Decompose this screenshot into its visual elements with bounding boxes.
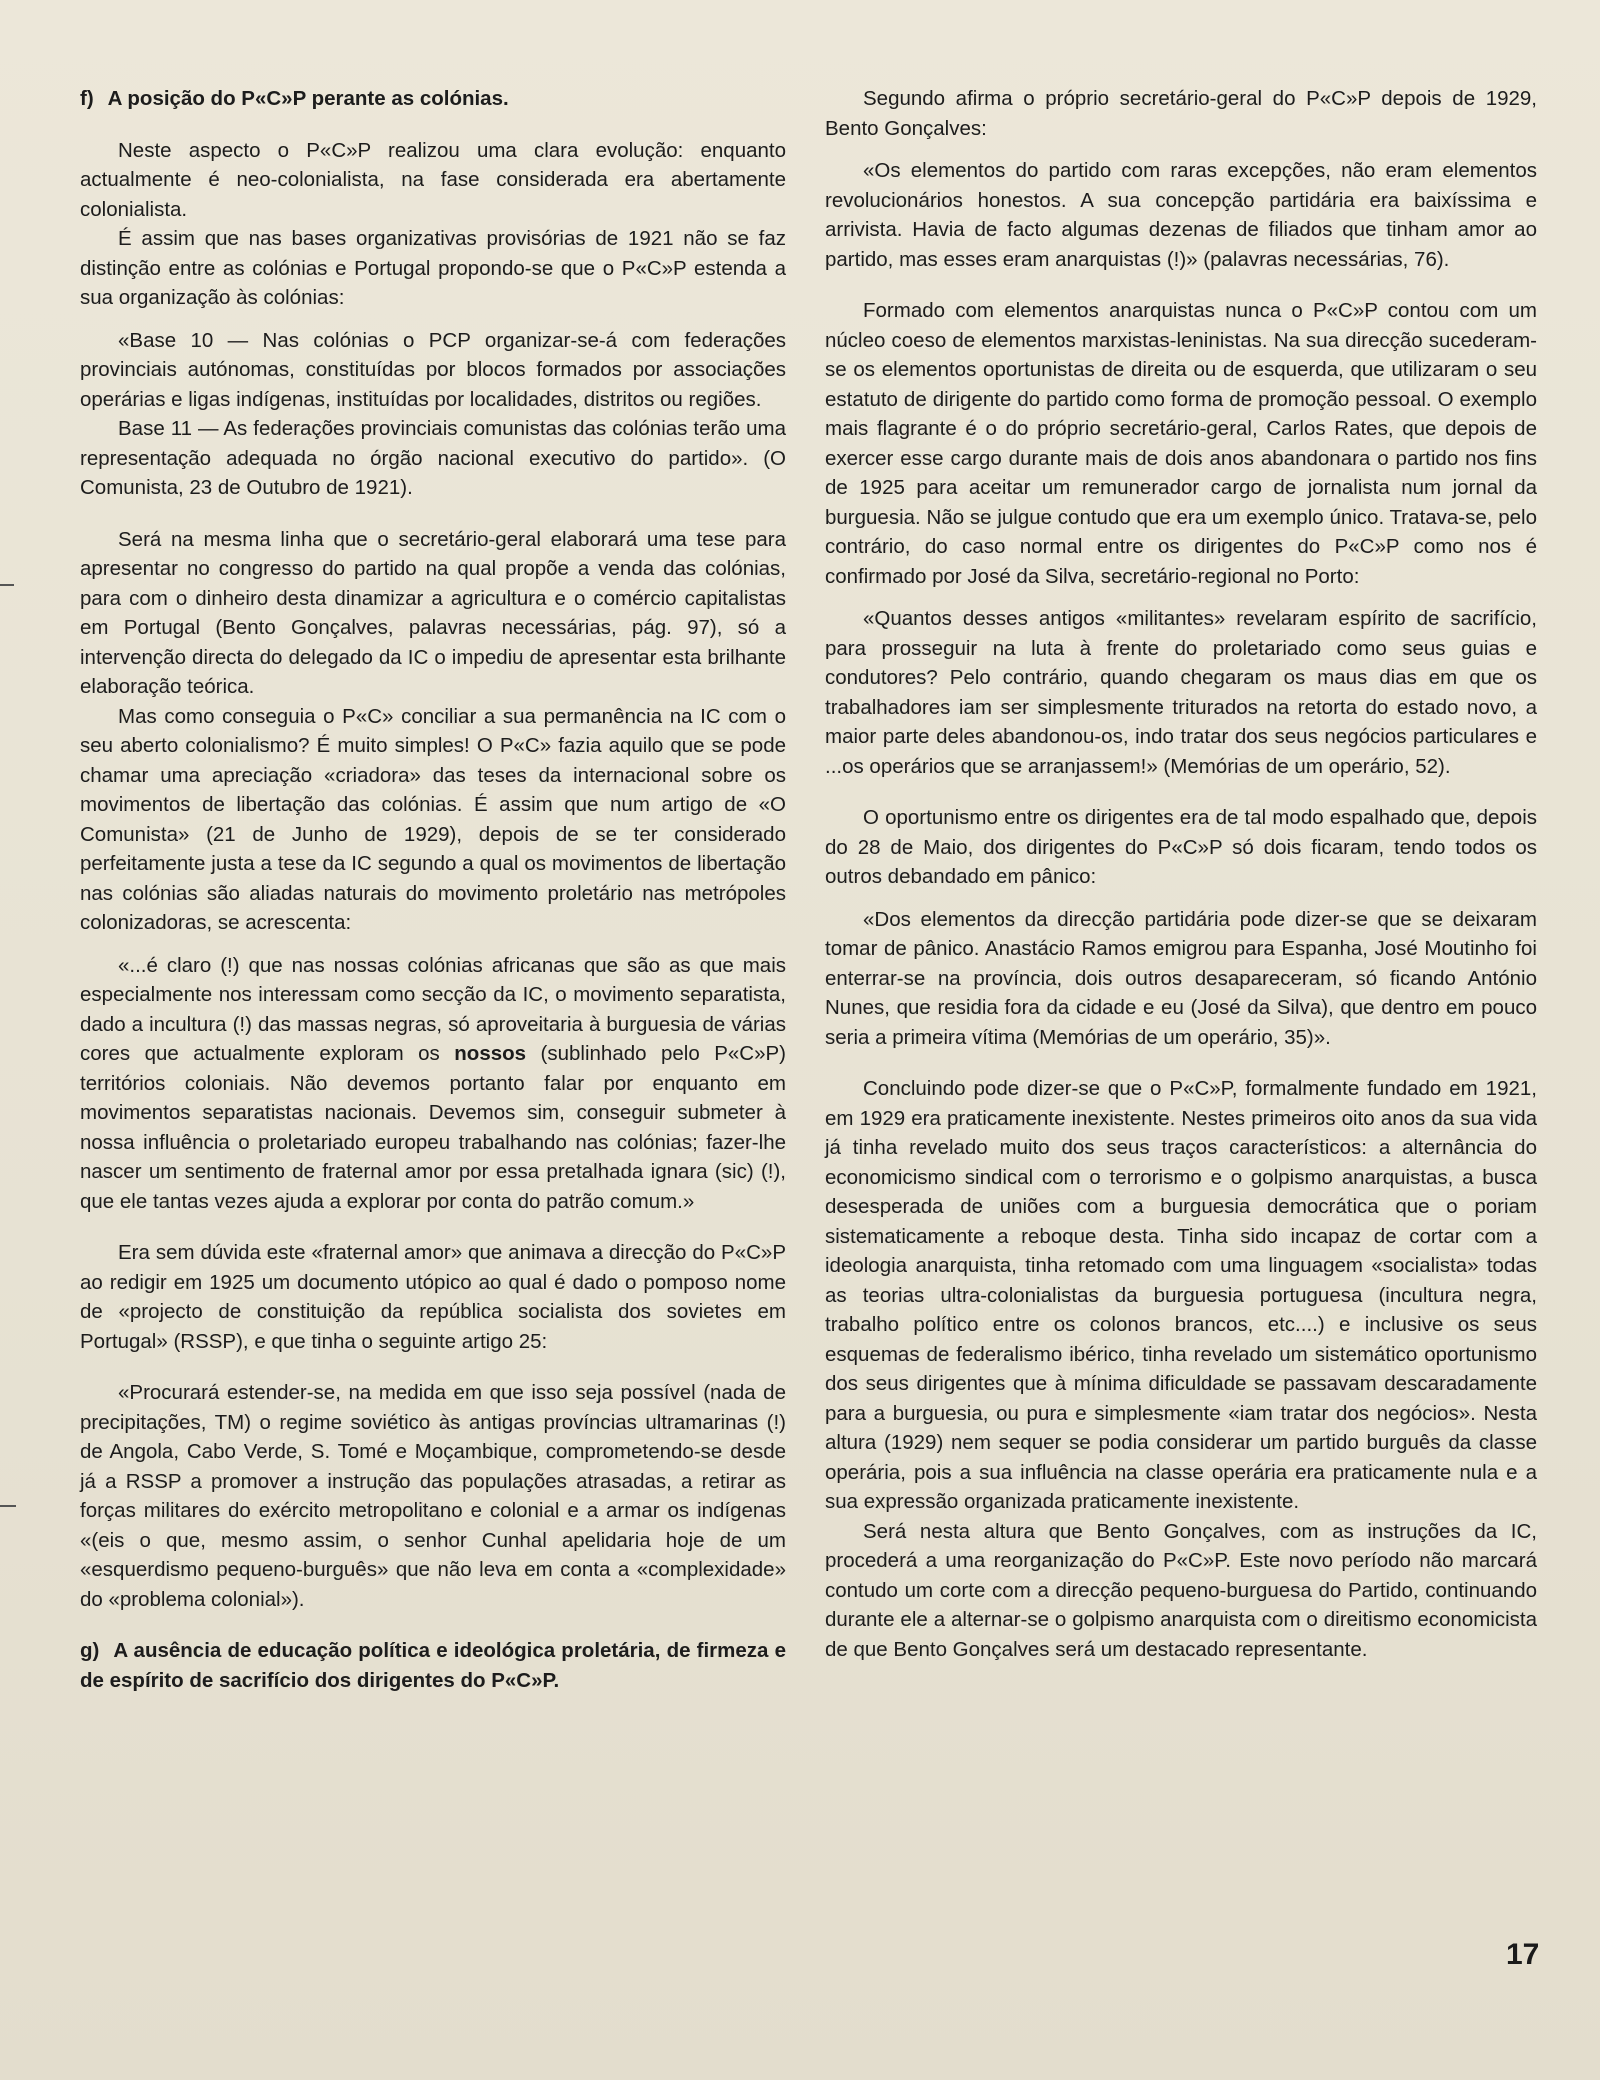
paragraph: Mas como conseguia o P«C» conciliar a sua permanência na IC com o seu aberto colonialismo? É muito simples! O P«C» fazia aquilo que se pode chamar uma apreciação «criadora» das teses da internacional sobre os movimentos de libertação das colónias. É assim que num artigo de «O Comunista» (21 de Junho de 1929), depois de se ter considerado perfeitamente justa a tese da IC segundo a qual os movimentos de libertação nas colónias são aliadas naturais do movimento proletário nas metrópoles colonizadoras, se acrescenta: xyxy=(80,704,786,934)
paragraph: Será nesta altura que Bento Gonçalves, com as instruções da IC, procederá a uma reorganização do P«C»P. Este novo período não marcará contudo um corte com a direcção pequeno-burguesa do Partido, continuando durante ele a alternar-se o golpismo anarquista com o direitismo economicista de que Bento Gonçalves será um destacado representante. xyxy=(825,1519,1537,1661)
quote-paragraph: «Quantos desses antigos «militantes» revelaram espírito de sacrifício, para prosseguir na luta à frente do proletariado como seus guias e condutores? Pelo contrário, quando chegaram os maus dias em que os trabalhadores iam ser simplesmente triturados na retorta do estado novo, a maior parte deles abandonou-os, indo tratar dos seus negócios particulares e ...os operários que se arranjassem!» (Memórias de um operário, 52). xyxy=(825,607,1537,778)
paragraph: Será na mesma linha que o secretário-geral elaborará uma tese para apresentar no congresso do partido na qual propõe a venda das colónias, para com o dinheiro desta dinamizar a agricultura e o comércio capitalistas em Portugal (Bento Gonçalves, palavras necessárias, pág. 97), só a intervenção directa do delegado da IC o impediu de apresentar esta brilhante elaboração teórica. xyxy=(80,527,786,698)
paragraph: Concluindo pode dizer-se que o P«C»P, formalmente fundado em 1921, em 1929 era praticamente inexistente. Nestes primeiros oito anos da sua vida já tinha revelado muito dos seus traços característicos: a alternância do economicismo sindical com o terrorismo e o golpismo anarquistas, a busca desesperada de uniões com a burguesia democrática que o poriam sistematicamente a reboque desta. Tinha sido incapaz de cortar com a ideologia anarquista, tinha retomado com uma linguagem «socialista» todas as teorias ultra-colonialistas da burguesia portuguesa (incultura negra, trabalho político entre os colonos brancos, etc....) e inclusive os seus esquemas de federalismo ibérico, tinha revelado um sistemático oportunismo dos seus dirigentes que à mínima dificuldade se passavam descaradamente para a burguesia, ou pura e simplesmente «iam tratar dos negócios». Nesta altura (1929) nem sequer se podia considerar um partido burguês da classe operária, pois a sua influência na classe operária era praticamente nula e a sua expressão organizada praticamente inexistente. xyxy=(825,1077,1537,1513)
quote-paragraph: «...é claro (!) que nas nossas colónias africanas que são as que mais especialmente nos interessam como secção da IC, o movimento separatista, dado a incultura (!) das massas negras, só aproveitaria à burguesia de várias cores que actualmente exploram os nossos (sublinhado pelo P«C»P) territórios coloniais. Não devemos portanto falar por enquanto em movimentos separatistas nacionais. Devemos sim, conseguir submeter à nossa influência o proletariado europeu trabalhando nas colónias; fazer-lhe nascer um sentimento de fraternal amor por essa pretalhada ignara (sic) (!), que ele tantas vezes ajuda a explorar por conta do patrão comum.» xyxy=(80,953,786,1213)
page-number: 17 xyxy=(1506,1938,1540,1971)
paragraph: Segundo afirma o próprio secretário-geral do P«C»P depois de 1929, Bento Gonçalves: xyxy=(825,87,1537,140)
paragraph: Neste aspecto o P«C»P realizou uma clara evolução: enquanto actualmente é neo-colonialista, na fase considerada era abertamente colonialista. xyxy=(80,138,786,221)
paragraph: O oportunismo entre os dirigentes era de tal modo espalhado que, depois do 28 de Maio, dos dirigentes do P«C»P só dois ficaram, tendo todos os outros debandado em pânico: xyxy=(825,806,1537,888)
quote-paragraph: «Base 10 — Nas colónias o PCP organizar-se-á com federações provinciais autónomas, constituídas por blocos formados por associações operárias e ligas indígenas, instituídas por localidades, distritos ou regiões. xyxy=(80,328,786,411)
section-heading-g xyxy=(80,1636,786,1695)
right-column xyxy=(825,84,1537,1677)
paragraph: É assim que nas bases organizativas provisórias de 1921 não se faz distinção entre as colónias e Portugal propondo-se que o P«C»P estenda a sua organização às colónias: xyxy=(80,227,786,309)
section-letter: f) xyxy=(80,87,94,110)
section-title: A ausência de educação política e ideológica proletária, de firmeza e de espírito de sacrifício dos dirigentes do P«C»P. xyxy=(80,1639,786,1692)
section-heading-f xyxy=(80,84,786,114)
quote-paragraph: Base 11 — As federações provinciais comunistas das colónias terão uma representação adequada no órgão nacional executivo do partido». (O Comunista, 23 de Outubro de 1921). xyxy=(80,417,786,499)
left-column xyxy=(80,84,786,1708)
quote-paragraph: «Dos elementos da direcção partidária pode dizer-se que se deixaram tomar de pânico. Anastácio Ramos emigrou para Espanha, José Moutinho foi enterrar-se na província, dois outros desapareceram, só ficando António Nunes, que residia fora da cidade e eu (José da Silva), que dentro em pouco seria a primeira vítima (Memórias de um operário, 35)». xyxy=(825,907,1537,1049)
section-letter: g) xyxy=(80,1639,100,1662)
paragraph: Formado com elementos anarquistas nunca o P«C»P contou com um núcleo coeso de elementos marxistas-leninistas. Na sua direcção sucederam-se os elementos oportunistas de direita ou de esquerda, que utilizaram o seu estatuto de dirigente do partido como forma de promoção pessoal. O exemplo mais flagrante é o do próprio secretário-geral, Carlos Rates, que depois de exercer esse cargo durante mais de dois anos abandonara o partido nos fins de 1925 para aceitar um remunerador cargo de jornalista num jornal da burguesia. Não se julgue contudo que era um exemplo único. Tratava-se, pelo contrário, do caso normal entre os dirigentes do P«C»P como nos é confirmado por José da Silva, secretário-regional no Porto: xyxy=(825,299,1537,588)
quote-paragraph: «Procurará estender-se, na medida em que isso seja possível (nada de precipitações, TM) o regime soviético às antigas províncias ultramarinas (!) de Angola, Cabo Verde, S. Tomé e Moçambique, comprometendo-se desde já a RSSP a promover a instrução das populações atrasadas, a retirar as forças militares do exército metropolitano e colonial e a armar os indígenas «(eis o que, mesmo assim, o senhor Cunhal apelidaria hoje de um «esquerdismo pequeno-burguês» que não leva em conta a «complexidade» do «problema colonial»). xyxy=(80,1381,786,1611)
margin-mark xyxy=(0,584,14,586)
quote-paragraph: «Os elementos do partido com raras excepções, não eram elementos revolucionários honestos. A sua concepção partidária era baixíssima e arrivista. Havia de facto algumas dezenas de filiados que tinham amor ao partido, mas esses eram anarquistas (!)» (palavras necessárias, 76). xyxy=(825,159,1537,271)
paragraph: Era sem dúvida este «fraternal amor» que animava a direcção do P«C»P ao redigir em 1925 um documento utópico ao qual é dado o pomposo nome de «projecto de constituição da república socialista dos sovietes em Portugal» (RSSP), e que tinha o seguinte artigo 25: xyxy=(80,1241,786,1353)
emphasis: nossos xyxy=(454,1042,527,1065)
margin-mark xyxy=(0,1505,16,1507)
section-title: A posição do P«C»P perante as colónias. xyxy=(107,87,509,110)
